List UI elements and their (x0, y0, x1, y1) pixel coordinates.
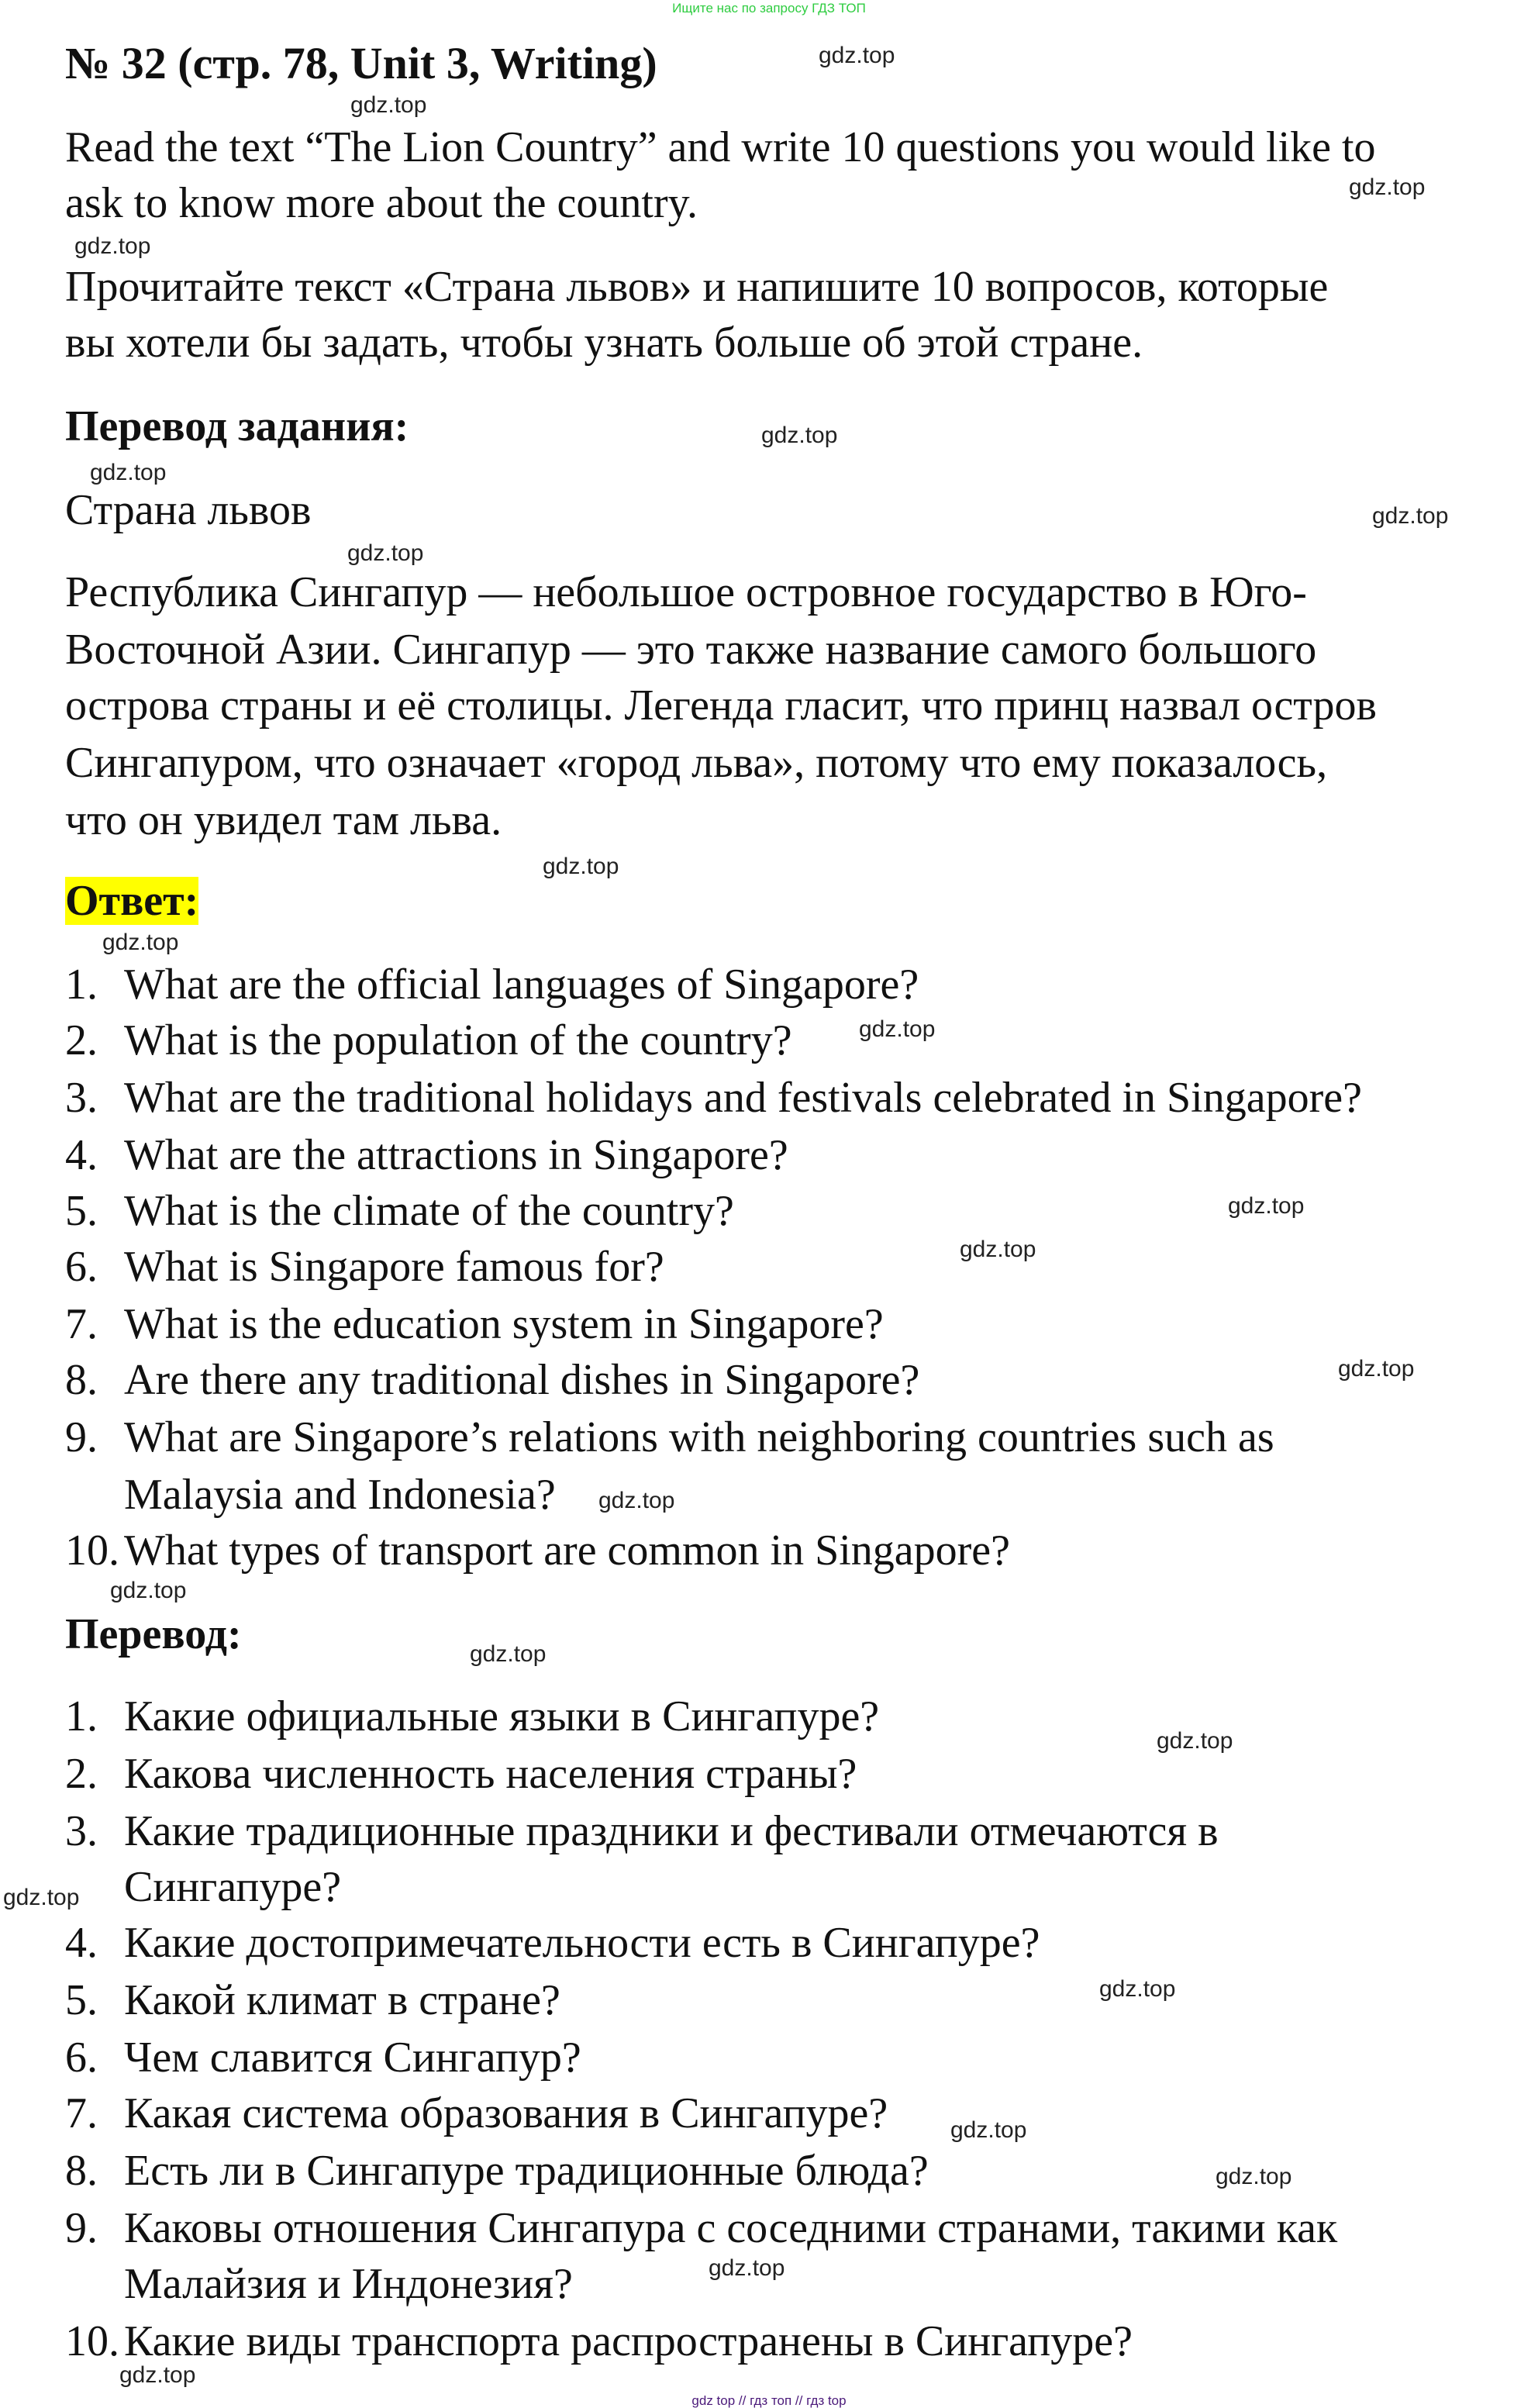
watermark: gdz.top (110, 1578, 187, 1603)
list-number: 3. (65, 1807, 98, 1855)
watermark: gdz.top (1338, 1356, 1415, 1382)
search-hint-banner: Ищите нас по запросу ГДЗ ТОП (672, 1, 866, 16)
translation-label: Перевод: (65, 1610, 242, 1658)
list-item: What is the climate of the country? (124, 1187, 734, 1235)
watermark: gdz.top (543, 854, 619, 879)
text-title: Страна львов (65, 486, 312, 534)
list-item: Есть ли в Сингапуре традиционные блюда? (124, 2147, 929, 2195)
list-number: 8. (65, 2147, 98, 2195)
text-body-line: Сингапуром, что означает «город льва», потому что ему показалось, (65, 739, 1328, 787)
list-item: Какие официальные языки в Сингапуре? (124, 1692, 880, 1740)
list-number: 9. (65, 1413, 98, 1461)
list-item: What is the education system in Singapore? (124, 1300, 884, 1348)
watermark: gdz.top (119, 2362, 196, 2388)
watermark: gdz.top (950, 2117, 1027, 2143)
task-english-line: Read the text “The Lion Country” and write 10 questions you would like to (65, 123, 1376, 171)
list-number: 6. (65, 2034, 98, 2082)
list-item: What are Singapore’s relations with neighboring countries such as (124, 1413, 1274, 1461)
text-body-line: Восточной Азии. Сингапур — это также название самого большого (65, 626, 1317, 674)
list-number: 8. (65, 1356, 98, 1404)
text-body-line: острова страны и её столицы. Легенда гласит, что принц назвал остров (65, 681, 1377, 730)
list-item: What is Singapore famous for? (124, 1243, 664, 1291)
answer-label (65, 876, 198, 926)
watermark: gdz.top (470, 1641, 547, 1667)
watermark: gdz.top (761, 423, 838, 448)
watermark: gdz.top (709, 2255, 785, 2281)
list-item: Какой климат в стране? (124, 1976, 560, 2024)
list-item: What is the population of the country? (124, 1016, 792, 1064)
list-item: Каковы отношения Сингапура с соседними странами, такими как (124, 2204, 1338, 2252)
list-item: What are the official languages of Singapore? (124, 961, 919, 1009)
watermark: gdz.top (90, 460, 167, 485)
text-body-line: что он увидел там льва. (65, 796, 502, 844)
list-item: Are there any traditional dishes in Singapore? (124, 1356, 920, 1404)
list-item: Какие достопримечательности есть в Сингапуре? (124, 1919, 1040, 1967)
list-number: 5. (65, 1187, 98, 1235)
list-item: Сингапуре? (124, 1863, 342, 1911)
watermark: gdz.top (1099, 1976, 1176, 2002)
list-item: Какова численность населения страны? (124, 1750, 857, 1798)
list-number: 7. (65, 2089, 98, 2137)
page-title: № 32 (стр. 78, Unit 3, Writing) (65, 38, 657, 88)
watermark: gdz.top (859, 1016, 936, 1042)
list-number: 4. (65, 1919, 98, 1967)
list-item: Какие виды транспорта распространены в Сингапуре? (124, 2317, 1133, 2365)
list-number: 7. (65, 1300, 98, 1348)
list-item: What are the traditional holidays and festivals celebrated in Singapore? (124, 1074, 1362, 1122)
watermark: gdz.top (347, 540, 424, 566)
list-number: 9. (65, 2204, 98, 2252)
list-item: What are the attractions in Singapore? (124, 1131, 788, 1179)
watermark: gdz.top (1372, 503, 1449, 529)
list-item: Малайзия и Индонезия? (124, 2260, 573, 2308)
watermark: gdz.top (598, 1488, 675, 1513)
watermark: gdz.top (819, 43, 895, 68)
task-translation-heading: Перевод задания: (65, 402, 409, 450)
list-number: 10. (65, 2317, 119, 2365)
list-item: Malaysia and Indonesia? (124, 1471, 556, 1519)
list-number: 2. (65, 1016, 98, 1064)
list-number: 2. (65, 1750, 98, 1798)
watermark: gdz.top (1157, 1728, 1233, 1754)
text-body-line: Республика Сингапур — небольшое островное государство в Юго- (65, 568, 1307, 616)
list-number: 3. (65, 1074, 98, 1122)
list-number: 5. (65, 1976, 98, 2024)
list-item: Какие традиционные праздники и фестивали отмечаются в (124, 1807, 1219, 1855)
watermark: gdz.top (3, 1885, 80, 1910)
watermark: gdz.top (74, 233, 151, 259)
task-russian-line: Прочитайте текст «Страна львов» и напишите 10 вопросов, которые (65, 263, 1329, 311)
watermark: gdz.top (102, 930, 179, 955)
task-russian-line: вы хотели бы задать, чтобы узнать больше об этой стране. (65, 319, 1143, 367)
task-english-line: ask to know more about the country. (65, 179, 698, 227)
list-item: Какая система образования в Сингапуре? (124, 2089, 888, 2137)
watermark: gdz.top (350, 92, 427, 118)
watermark: gdz.top (960, 1237, 1036, 1262)
watermark: gdz.top (1349, 174, 1426, 200)
list-number: 1. (65, 1692, 98, 1740)
list-number: 6. (65, 1243, 98, 1291)
list-item: What types of transport are common in Singapore? (124, 1527, 1010, 1575)
list-number: 10. (65, 1527, 119, 1575)
watermark: gdz.top (1228, 1193, 1305, 1219)
footer-watermark: gdz top // гдз топ // гдз top (691, 2393, 847, 2408)
answer-label-highlight: Ответ: (65, 877, 199, 925)
list-item: Чем славится Сингапур? (124, 2034, 581, 2082)
watermark: gdz.top (1216, 2164, 1292, 2189)
list-number: 1. (65, 961, 98, 1009)
list-number: 4. (65, 1131, 98, 1179)
